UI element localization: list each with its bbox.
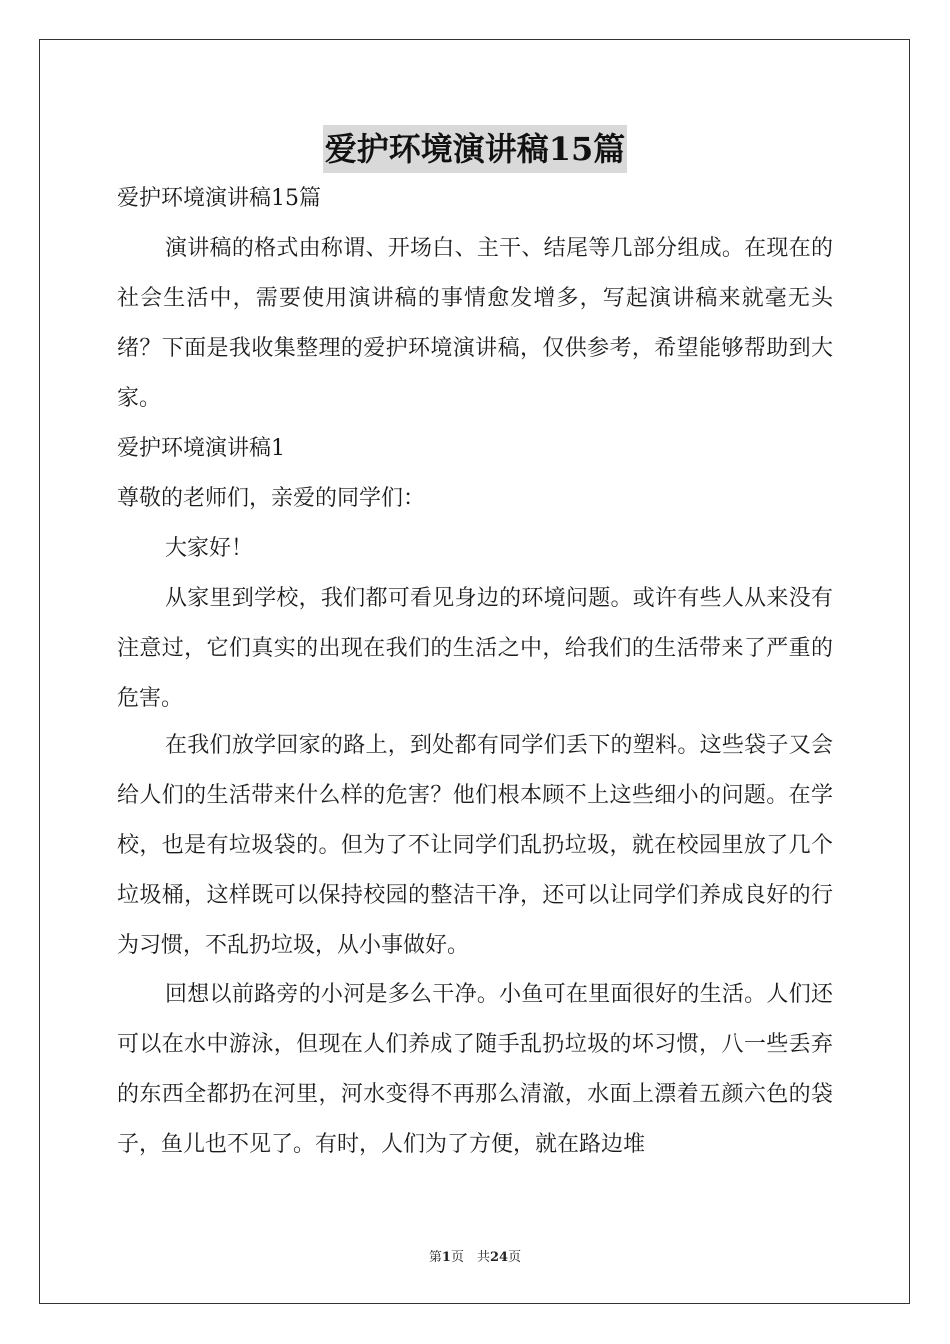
footer-prefix: 第 xyxy=(428,1250,442,1265)
title-text: 爱护环境演讲稿15篇 xyxy=(323,125,628,173)
salutation: 尊敬的老师们，亲爱的同学们： xyxy=(117,486,426,511)
greeting: 大家好！ xyxy=(165,536,254,561)
subtitle-line: 爱护环境演讲稿15篇 xyxy=(117,186,321,211)
footer-page-number: 1 xyxy=(441,1250,451,1265)
body-paragraph-3: 回想以前路旁的小河是多么干净。小鱼可在里面很好的生活。人们还可以在水中游泳，但现在人们养成了随手乱扔垃圾的坏习惯，八一些丢弃的东西全都扔在河里，河水变得不再那么清澈，水面上漂着五颜六色的袋子，鱼儿也不见了。有时，人们为了方便，就在路边堆 xyxy=(117,982,833,1157)
footer-total-pages: 24 xyxy=(489,1250,509,1265)
page-footer xyxy=(0,1246,950,1265)
document-title xyxy=(0,125,950,173)
intro-paragraph: 演讲稿的格式由称谓、开场白、主干、结尾等几部分组成。在现在的社会生活中，需要使用演讲稿的事情愈发增多，写起演讲稿来就毫无头绪？下面是我收集整理的爱护环境演讲稿，仅供参考，希望能够帮助到大家。 xyxy=(117,236,833,411)
body-paragraph-1: 从家里到学校，我们都可看见身边的环境问题。或许有些人从来没有注意过，它们真实的出现在我们的生活之中，给我们的生活带来了严重的危害。 xyxy=(117,586,833,711)
footer-middle: 页 共 xyxy=(450,1250,490,1265)
section-heading: 爱护环境演讲稿1 xyxy=(117,436,285,461)
footer-suffix: 页 xyxy=(508,1250,522,1265)
body-paragraph-2: 在我们放学回家的路上，到处都有同学们丢下的塑料。这些袋子又会给人们的生活带来什么样的危害？他们根本顾不上这些细小的问题。在学校，也是有垃圾袋的。但为了不让同学们乱扔垃圾，就在校园里放了几个垃圾桶，这样既可以保持校园的整洁干净，还可以让同学们养成良好的行为习惯，不乱扔垃圾，从小事做好。 xyxy=(117,733,833,958)
